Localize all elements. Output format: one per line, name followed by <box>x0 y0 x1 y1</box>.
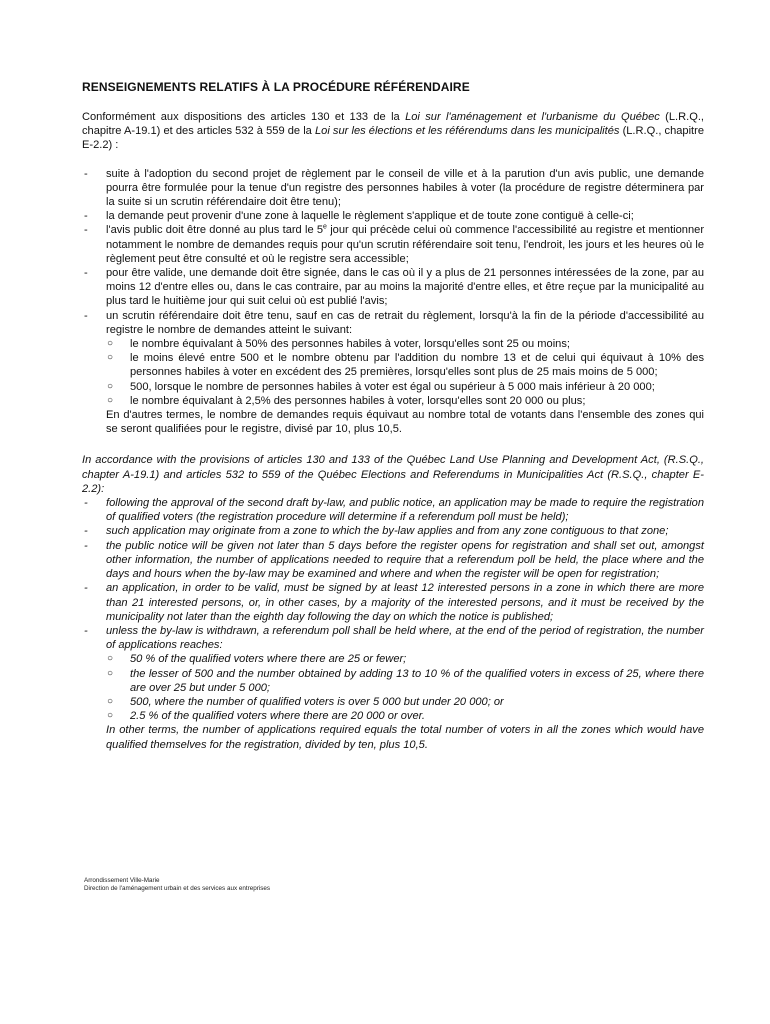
circle-bullet-icon: ○ <box>107 653 114 665</box>
list-item <box>82 209 704 223</box>
sub-list-item-text: 500, where the number of qualified voters is over 5 000 but under 20 000; or <box>130 695 504 708</box>
circle-bullet-icon: ○ <box>107 667 114 679</box>
circle-bullet-icon: ○ <box>107 394 114 406</box>
sub-list-item <box>106 351 704 379</box>
en-section <box>82 453 704 751</box>
circle-bullet-icon: ○ <box>107 338 114 350</box>
en-closing-text: In other terms, the number of applications required equals the total number of voters in all the zones which would have qualified themselves for the registration, divided by ten, plus 10,5. <box>106 724 704 751</box>
dash-bullet: - <box>84 539 88 552</box>
list-item <box>82 624 704 752</box>
fr-intro-law-title-1: Loi sur l'aménagement et l'urbanisme du Québec <box>405 111 660 123</box>
list-item-text: such application may originate from a zone to which the by-law applies and from any zone contiguous to that zone; <box>106 525 669 538</box>
fr-conditions-list <box>82 167 704 437</box>
list-item-text: unless the by-law is withdrawn, a referendum poll shall be held where, at the end of the period of registration, the number of applications reaches: <box>106 624 704 652</box>
list-item <box>82 309 704 437</box>
list-item <box>82 167 704 210</box>
list-item-text: l'avis public doit être donné au plus tard le 5 <box>106 224 324 237</box>
dash-bullet: - <box>84 582 88 595</box>
sub-list-item-text: the lesser of 500 and the number obtained by adding 13 to 10 % of the qualified voters in excess of 25, where there are over 25 but under 5 000; <box>130 667 704 694</box>
list-item-text: la demande peut provenir d'une zone à laquelle le règlement s'applique et de toute zone contiguë à celle-ci; <box>106 210 634 223</box>
sub-list-item-text: le nombre équivalant à 2,5% des personnes habiles à voter, lorsqu'elles sont 20 000 ou plus; <box>130 394 586 407</box>
list-item <box>82 223 704 266</box>
sub-list-item-text: 500, lorsque le nombre de personnes habiles à voter est égal ou supérieur à 5 000 mais inférieur à 20 000; <box>130 380 655 393</box>
sub-list-item <box>106 337 704 351</box>
document-page <box>82 80 704 752</box>
circle-bullet-icon: ○ <box>107 352 114 364</box>
fr-intro-text-1: Conformément aux dispositions des articles 130 et 133 de la <box>82 111 406 123</box>
en-conditions-list <box>82 496 704 752</box>
en-intro-paragraph: In accordance with the provisions of articles 130 and 133 of the Québec Land Use Planning and Development Act, (R.S.Q., chapter A-19.1) and articles 532 to 559 of the Québec Elections and Referendums in Municipalities Act (R.S.Q., chapter E-2.2): <box>82 454 704 495</box>
sub-list-item <box>106 394 704 408</box>
footer-line-2: Direction de l'aménagement urbain et des services aux entreprises <box>84 884 271 892</box>
dash-bullet: - <box>84 224 88 237</box>
dash-bullet: - <box>84 525 88 538</box>
sub-list-item <box>106 652 704 666</box>
en-thresholds-list <box>106 652 704 723</box>
sub-list-item-text: 50 % of the qualified voters where there are 25 or fewer; <box>130 653 407 666</box>
sub-list-item <box>106 380 704 394</box>
list-item <box>82 581 704 624</box>
list-item-text: an application, in order to be valid, must be signed by at least 12 interested persons in a zone in which there are more than 21 interested persons, or, in other cases, by a majority of the interested persons, and it must be received by the municipality not later than the eighth day following the day on which the notice is published; <box>106 582 704 623</box>
circle-bullet-icon: ○ <box>107 380 114 392</box>
superscript: e <box>323 223 327 231</box>
sub-list-item-text: 2.5 % of the qualified voters where there are 20 000 or over. <box>130 710 425 723</box>
circle-bullet-icon: ○ <box>107 695 114 707</box>
sub-list-item <box>106 695 704 709</box>
list-item <box>82 266 704 309</box>
fr-intro-text-2: (L.R.Q., chapitre A-19.1) et des articles 532 à 559 de la <box>82 111 704 138</box>
list-item-text: suite à l'adoption du second projet de règlement par le conseil de ville et à la parution d'un avis public, une demande pourra être formulée pour la tenue d'un registre des personnes habiles à voter (la procédure de registre déterminera par la suite si un scrutin référendaire doit être tenu); <box>106 167 704 209</box>
fr-intro-law-title-2: Loi sur les élections et les référendums dans les municipalités <box>315 125 620 138</box>
fr-closing-text: En d'autres termes, le nombre de demandes requis équivaut au nombre total de votants dans l'ensemble des zones qui se seront qualifiées pour le registre, divisé par 10, plus 10,5. <box>106 409 704 436</box>
list-item-text: un scrutin référendaire doit être tenu, sauf en cas de retrait du règlement, lorsqu'à la fin de la période d'accessibilité au registre le nombre de demandes atteint le suivant: <box>106 309 704 336</box>
dash-bullet: - <box>84 210 88 223</box>
fr-intro-paragraph <box>82 110 704 153</box>
sub-list-item <box>106 709 704 723</box>
dash-bullet: - <box>84 309 88 322</box>
footer-line-1: Arrondissement Ville-Marie <box>84 877 160 884</box>
document-title: RENSEIGNEMENTS RELATIFS À LA PROCÉDURE RÉFÉRENDAIRE <box>82 80 470 94</box>
sub-list-item <box>106 667 704 695</box>
fr-intro-text-3: (L.R.Q., chapitre E-2.2) : <box>82 125 705 152</box>
dash-bullet: - <box>84 497 88 510</box>
sub-list-item-text: le moins élevé entre 500 et le nombre obtenu par l'addition du nombre 13 et de celui qui équivaut à 10% des personnes habiles à voter en excédent des 25 premières, lorsqu'elles sont plus de 25 mais moins de 5 000; <box>130 352 704 379</box>
dash-bullet: - <box>84 167 88 180</box>
list-item <box>82 539 704 582</box>
list-item-text: following the approval of the second draft by-law, and public notice, an application may be made to require the registration of qualified voters (the registration procedure will determine if a referendum poll must be held); <box>106 497 704 524</box>
list-item-text: pour être valide, une demande doit être signée, dans le cas où il y a plus de 21 personnes intéressées de la zone, par au moins 12 d'entre elles ou, dans le cas contraire, par au moins la majorité d'entre elles, et être reçue par la municipalité au plus tard le huitième jour qui suit celui où est publié l'avis; <box>106 267 704 308</box>
circle-bullet-icon: ○ <box>107 710 114 722</box>
footer <box>84 877 270 893</box>
list-item <box>82 496 704 524</box>
dash-bullet: - <box>84 267 88 280</box>
dash-bullet: - <box>84 624 88 637</box>
list-item-text: the public notice will be given not later than 5 days before the register opens for registration and shall set out, amongst other information, the number of applications needed to require that a referendum poll be held, the place where and the days and hours when the by-law may be examined and where and when the register will be open for registration; <box>106 539 704 581</box>
list-item-text: jour qui précède celui où commence l'accessibilité au registre et mentionner notamment le nombre de demandes requis pour qu'un scrutin référendaire soit tenu, l'endroit, les jours et les heures où le règlement peut être consulté et où le registre sera accessible; <box>106 224 705 265</box>
sub-list-item-text: le nombre équivalant à 50% des personnes habiles à voter, lorsqu'elles sont 25 ou moins; <box>130 338 570 351</box>
fr-thresholds-list <box>106 337 704 408</box>
list-item <box>82 524 704 538</box>
